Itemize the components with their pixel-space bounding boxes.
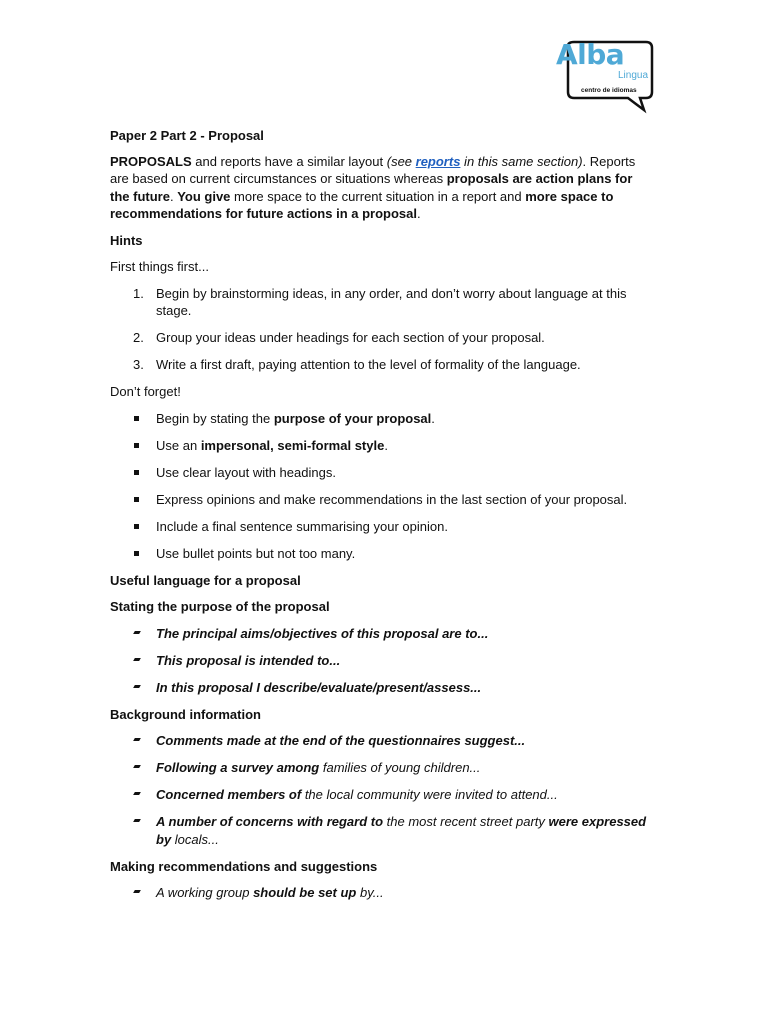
background-list (110, 732, 650, 848)
intro-proposals: PROPOSALS (110, 153, 192, 169)
list-item-emphasis: purpose of your proposal (273, 410, 432, 426)
list-item (110, 545, 650, 563)
useful-language-heading: Useful language for a proposal (110, 572, 301, 588)
list-item (110, 491, 650, 509)
list-item-text: the local community were invited to attend... (301, 787, 558, 802)
dont-forget-text: Don’t forget! (110, 384, 181, 399)
list-number: 3. (133, 357, 144, 372)
list-item (110, 679, 650, 697)
list-item (110, 759, 650, 777)
list-item-text: Use an (156, 437, 201, 453)
square-bullet-icon (134, 551, 139, 556)
logo-lingua-text: Lingua (618, 70, 649, 81)
tips-list (110, 410, 650, 563)
intro-text: . Reports are based on current circumstances or situations whereas (110, 153, 636, 186)
hints-heading: Hints (110, 232, 143, 248)
list-item (110, 410, 650, 428)
list-item (110, 518, 650, 536)
list-item-text: families of young children... (319, 760, 481, 775)
list-item-text: In this proposal I describe/evaluate/present/assess... (156, 679, 482, 695)
list-item-text: Express opinions and make recommendations in the last section of your proposal. (156, 491, 628, 507)
list-item-emphasis: were expressed by (156, 814, 647, 847)
list-item-text: by... (356, 885, 384, 900)
dash-bullet-icon (133, 819, 141, 822)
intro-text: . (417, 206, 421, 221)
list-item-text: Group your ideas under headings for each section of your proposal. (156, 330, 545, 345)
intro-section-note: in this same section) (460, 153, 583, 169)
list-item (110, 813, 650, 848)
list-item (110, 437, 650, 455)
square-bullet-icon (134, 524, 139, 529)
background-heading: Background information (110, 706, 261, 722)
list-item-text: Comments made at the end of the questionnaires suggest... (156, 733, 526, 748)
list-item-text: Begin by brainstorming ideas, in any order, and don’t worry about language at this stage. (156, 285, 627, 318)
purpose-heading: Stating the purpose of the proposal (110, 599, 330, 614)
intro-text: . (169, 188, 178, 204)
list-number: 1. (133, 285, 144, 301)
list-item-text: Write a first draft, paying attention to the level of formality of the language. (156, 357, 581, 372)
dash-bullet-icon (133, 631, 141, 634)
list-item-emphasis: A number of concerns with regard to (156, 814, 384, 829)
list-item-emphasis: Concerned members of (156, 787, 302, 802)
intro-emphasis: proposals are action plans for the future (110, 171, 633, 204)
square-bullet-icon (134, 443, 139, 448)
list-item-text: the most recent street party (383, 814, 549, 829)
list-item-text: Use clear layout with headings. (156, 464, 336, 480)
list-item-text: The principal aims/objectives of this proposal are to... (156, 625, 489, 641)
list-item (110, 732, 650, 750)
list-item-text: This proposal is intended to... (156, 652, 341, 668)
square-bullet-icon (134, 470, 139, 475)
list-item-emphasis: impersonal, semi-formal style (200, 437, 385, 453)
square-bullet-icon (134, 497, 139, 502)
list-item-text: . (384, 437, 388, 453)
list-item-emphasis: should be set up (253, 885, 357, 900)
logo-subtitle: centro de idiomas (581, 87, 637, 94)
dash-bullet-icon (133, 738, 141, 741)
dash-bullet-icon (133, 792, 141, 795)
list-item (110, 329, 650, 347)
dash-bullet-icon (133, 658, 141, 661)
list-item (110, 464, 650, 482)
dash-bullet-icon (133, 685, 141, 688)
recommendations-list (110, 884, 650, 902)
intro-text: and reports have a similar layout (191, 153, 387, 169)
list-item (110, 625, 650, 643)
first-things-text: First things first... (110, 259, 209, 274)
intro-emphasis: You give (177, 188, 231, 204)
dash-bullet-icon (133, 890, 141, 893)
dash-bullet-icon (133, 765, 141, 768)
list-item-emphasis: Following a survey among (156, 760, 320, 775)
alba-lingua-logo (548, 40, 664, 114)
list-item-text: Include a final sentence summarising your opinion. (156, 518, 448, 534)
intro-emphasis: more space to recommendations for future actions in a proposal (110, 188, 614, 221)
intro-see: (see (386, 153, 416, 169)
list-item (110, 884, 650, 902)
intro-paragraph (110, 153, 650, 223)
list-item-text: A working group (156, 885, 254, 900)
list-item (110, 652, 650, 670)
document-body (110, 127, 650, 911)
list-item-text: . (431, 410, 435, 426)
steps-list (110, 285, 650, 374)
list-item (110, 786, 650, 804)
reports-link[interactable]: reports (415, 153, 461, 169)
list-item-text: Use bullet points but not too many. (156, 545, 356, 561)
intro-text: more space to the current situation in a report and (230, 188, 526, 204)
document-title: Paper 2 Part 2 - Proposal (110, 128, 264, 143)
square-bullet-icon (134, 416, 139, 421)
list-number: 2. (133, 330, 144, 345)
list-item-text: Begin by stating the (156, 410, 274, 426)
list-item (110, 285, 650, 320)
list-item (110, 356, 650, 374)
purpose-list (110, 625, 650, 697)
list-item-text: locals... (171, 831, 219, 847)
logo-alba-text: Alba (556, 38, 625, 71)
recommendations-heading: Making recommendations and suggestions (110, 858, 378, 874)
